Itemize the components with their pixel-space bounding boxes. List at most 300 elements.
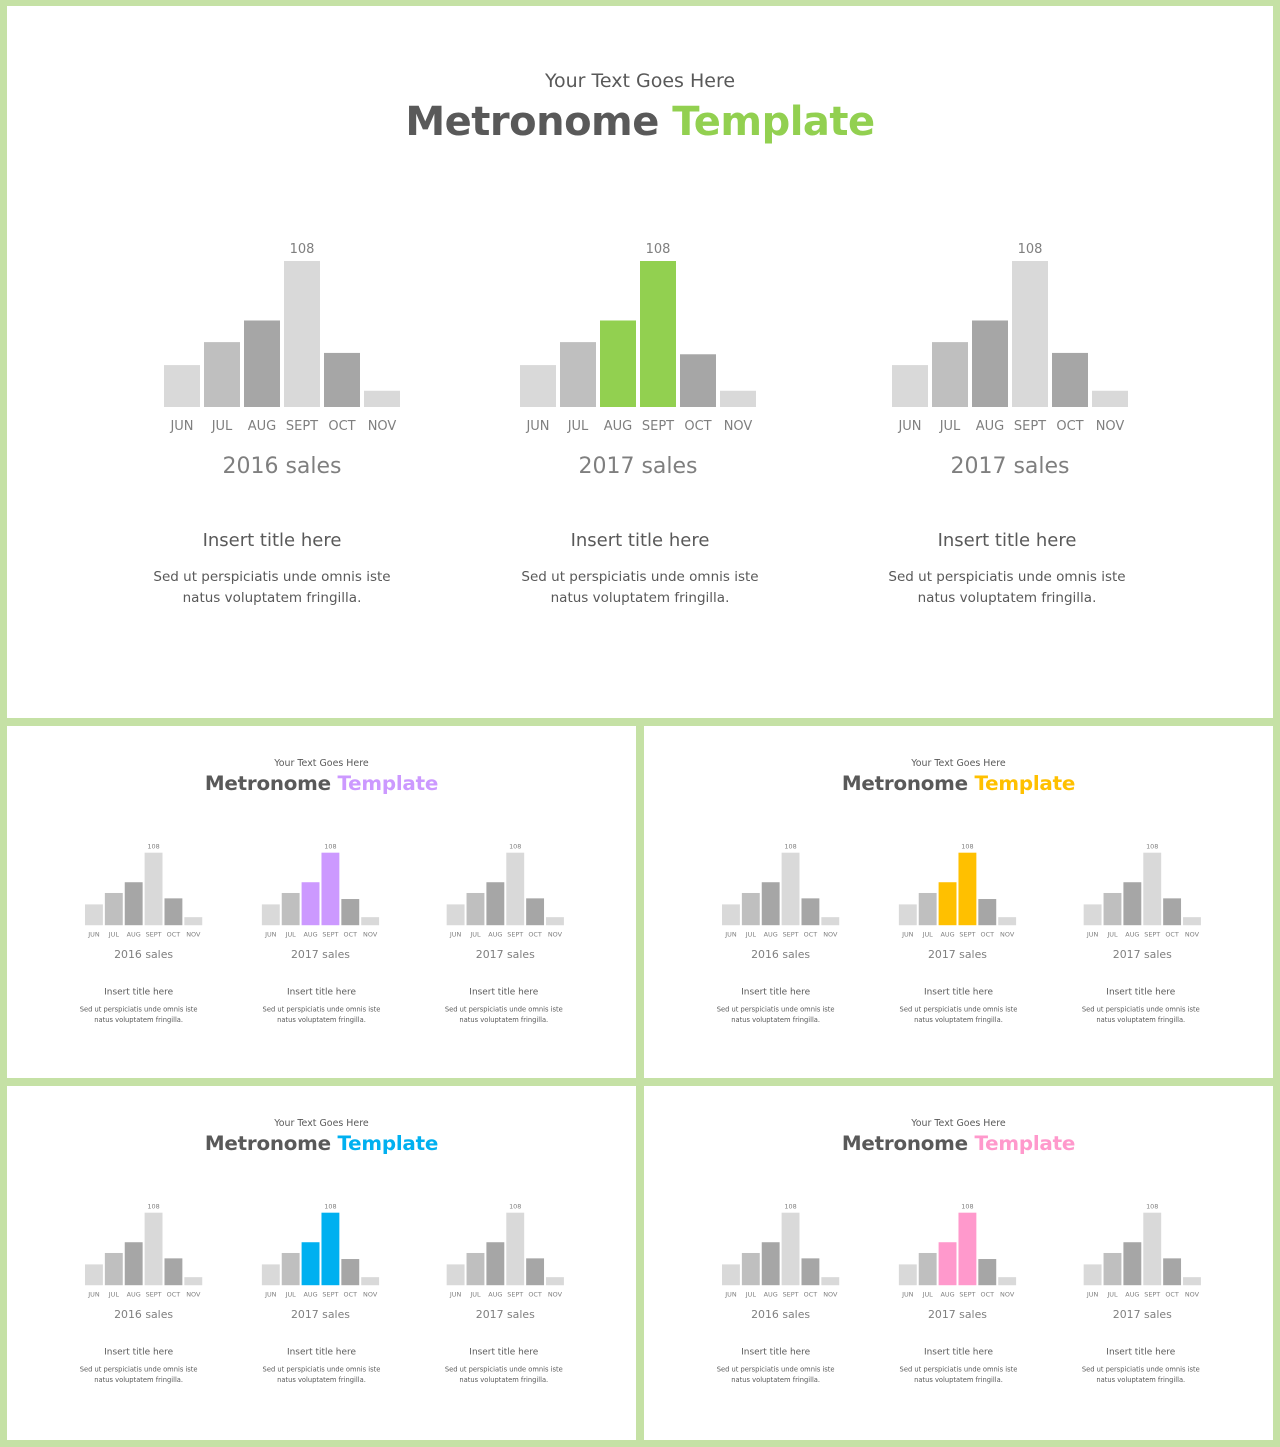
tick-label: JUN xyxy=(526,419,550,434)
caption-line: Sed ut perspiciatis unde omnis iste xyxy=(521,569,759,585)
caption-title: Insert title here xyxy=(923,1346,993,1357)
slide-5 xyxy=(644,1086,1273,1440)
tick-label: AUG xyxy=(975,419,1005,434)
slide-title xyxy=(7,99,1273,145)
caption-line: Sed ut perspiciatis unde omnis iste xyxy=(262,1005,381,1014)
bar-sept xyxy=(506,1213,524,1286)
bar-nov xyxy=(1183,1277,1201,1285)
slide-subtitle: Your Text Goes Here xyxy=(911,757,1006,769)
tick-label: JUN xyxy=(449,1290,462,1299)
tick-label: OCT xyxy=(684,419,712,434)
tick-label: NOV xyxy=(186,930,201,939)
caption-body xyxy=(429,1005,578,1026)
tick-label: JUL xyxy=(745,1290,756,1299)
tick-label: JUL xyxy=(108,930,119,939)
data-label: 108 xyxy=(1146,842,1159,851)
caption-body xyxy=(701,1365,850,1386)
bar-jun xyxy=(722,1264,740,1285)
bar-sept xyxy=(958,853,976,926)
bar-oct xyxy=(526,1258,544,1285)
title-accent: Template xyxy=(974,1132,1076,1156)
bar-nov xyxy=(546,917,564,925)
tick-label: SEPT xyxy=(641,419,675,434)
chart-title: 2017 sales xyxy=(475,1308,535,1322)
bar-chart xyxy=(895,1199,1019,1323)
slide-subtitle: Your Text Goes Here xyxy=(911,1117,1006,1129)
tick-label: SEPT xyxy=(507,1290,524,1299)
tick-label: NOV xyxy=(547,1290,563,1299)
caption-line: natus voluptatem fringilla. xyxy=(1096,1376,1186,1385)
tick-label: AUG xyxy=(763,930,778,939)
caption-title: Insert title here xyxy=(1106,1346,1176,1357)
bar-aug xyxy=(939,1242,957,1285)
bar-aug xyxy=(600,320,636,407)
tick-label: NOV xyxy=(823,1290,838,1299)
bar-jun xyxy=(262,1264,280,1285)
tick-label: JUL xyxy=(1107,930,1118,939)
tick-label: JUL xyxy=(470,1290,481,1299)
title-accent: Template xyxy=(337,772,439,796)
tick-label: JUN xyxy=(725,1290,737,1299)
tick-label: JUN xyxy=(1086,1290,1099,1299)
data-label: 108 xyxy=(147,1202,160,1211)
bar-sept xyxy=(145,1213,163,1286)
tick-label: JUL xyxy=(1107,1290,1118,1299)
tick-label: NOV xyxy=(363,930,378,939)
tick-label: AUG xyxy=(126,930,141,939)
bar-oct xyxy=(526,898,544,925)
caption-body xyxy=(247,1365,396,1386)
slide-content xyxy=(644,726,1273,1078)
tick-label: NOV xyxy=(723,419,753,434)
chart-title: 2017 sales xyxy=(578,454,698,479)
caption-title: Insert title here xyxy=(469,1346,539,1357)
tick-label: OCT xyxy=(528,1290,542,1299)
caption-line: Sed ut perspiciatis unde omnis iste xyxy=(262,1365,381,1374)
chart-title: 2016 sales xyxy=(751,1308,811,1322)
tick-label: NOV xyxy=(1000,1290,1015,1299)
slide-content xyxy=(7,726,636,1078)
data-label: 108 xyxy=(645,242,671,257)
bar-nov xyxy=(998,1277,1016,1285)
caption-line: natus voluptatem fringilla. xyxy=(94,1376,184,1385)
caption-line: natus voluptatem fringilla. xyxy=(731,1376,821,1385)
bar-chart xyxy=(82,839,206,963)
bar-jun xyxy=(447,904,465,925)
tick-label: AUG xyxy=(488,930,503,939)
bar-sept xyxy=(640,261,676,407)
bar-nov xyxy=(1183,917,1201,925)
bar-sept xyxy=(958,1213,976,1286)
data-label: 108 xyxy=(784,842,797,851)
tick-label: JUN xyxy=(88,1290,100,1299)
caption-body xyxy=(122,567,422,609)
bar-sept xyxy=(321,853,339,926)
caption-line: Sed ut perspiciatis unde omnis iste xyxy=(888,569,1126,585)
slide-subtitle: Your Text Goes Here xyxy=(274,1117,369,1129)
bar-nov xyxy=(821,917,839,925)
tick-label: AUG xyxy=(940,930,955,939)
tick-label: AUG xyxy=(1125,930,1140,939)
bar-sept xyxy=(145,853,163,926)
caption-title: Insert title here xyxy=(741,1346,811,1357)
tick-label: JUL xyxy=(108,1290,119,1299)
bar-jun xyxy=(899,904,917,925)
tick-label: JUL xyxy=(285,1290,296,1299)
tick-label: AUG xyxy=(488,1290,503,1299)
bar-jul xyxy=(742,893,760,925)
bar-sept xyxy=(284,261,320,407)
title-main: Metronome xyxy=(405,99,659,145)
bar-chart xyxy=(82,1199,206,1323)
bar-jun xyxy=(85,904,103,925)
bar-aug xyxy=(302,882,320,925)
slide-title xyxy=(644,1132,1273,1155)
chart-title: 2016 sales xyxy=(222,454,342,479)
tick-label: SEPT xyxy=(322,930,339,939)
data-label: 108 xyxy=(961,1202,974,1211)
tick-label: AUG xyxy=(126,1290,141,1299)
caption-title: Insert title here xyxy=(202,530,342,551)
bar-jul xyxy=(204,342,240,407)
bar-nov xyxy=(184,917,202,925)
tick-label: SEPT xyxy=(1144,930,1161,939)
tick-label: OCT xyxy=(803,930,818,939)
slide-1 xyxy=(7,6,1273,718)
caption-body xyxy=(64,1005,213,1026)
bar-jul xyxy=(560,342,596,407)
tick-label: SEPT xyxy=(959,930,976,939)
caption-body xyxy=(701,1005,850,1026)
tick-label: JUL xyxy=(285,930,296,939)
slide-content xyxy=(7,6,1273,718)
caption-line: natus voluptatem fringilla. xyxy=(94,1016,184,1025)
tick-label: OCT xyxy=(343,930,358,939)
caption-line: Sed ut perspiciatis unde omnis iste xyxy=(79,1365,198,1374)
tick-label: JUL xyxy=(567,419,589,434)
bar-jul xyxy=(467,893,485,925)
bar-chart xyxy=(258,1199,382,1323)
caption-body xyxy=(1066,1005,1215,1026)
bar-jul xyxy=(919,1253,937,1285)
tick-label: NOV xyxy=(186,1290,201,1299)
data-label: 108 xyxy=(1017,242,1043,257)
tick-label: SEPT xyxy=(1013,419,1047,434)
data-label: 108 xyxy=(324,1202,337,1211)
bar-jul xyxy=(919,893,937,925)
caption-title: Insert title here xyxy=(286,1346,356,1357)
bar-sept xyxy=(1012,261,1048,407)
bar-nov xyxy=(184,1277,202,1285)
bar-chart xyxy=(1080,839,1204,963)
tick-label: JUN xyxy=(725,930,737,939)
caption-title: Insert title here xyxy=(286,986,356,997)
bar-chart xyxy=(443,1199,567,1323)
tick-label: JUN xyxy=(265,930,277,939)
tick-label: JUN xyxy=(902,1290,914,1299)
bar-chart xyxy=(258,839,382,963)
tick-label: AUG xyxy=(603,419,633,434)
chart-title: 2016 sales xyxy=(114,1308,174,1322)
bar-aug xyxy=(972,320,1008,407)
caption-line: Sed ut perspiciatis unde omnis iste xyxy=(79,1005,198,1014)
tick-label: JUN xyxy=(88,930,100,939)
title-accent: Template xyxy=(974,772,1076,796)
bar-jul xyxy=(1104,893,1122,925)
caption-line: Sed ut perspiciatis unde omnis iste xyxy=(899,1005,1018,1014)
chart-title: 2017 sales xyxy=(290,948,350,962)
bar-jun xyxy=(899,1264,917,1285)
tick-label: OCT xyxy=(528,930,542,939)
bar-chart xyxy=(1080,1199,1204,1323)
data-label: 108 xyxy=(509,1202,522,1211)
tick-label: NOV xyxy=(1184,1290,1200,1299)
chart-title: 2016 sales xyxy=(751,948,811,962)
bar-jun xyxy=(1084,904,1102,925)
tick-label: NOV xyxy=(1184,930,1200,939)
tick-label: SEPT xyxy=(285,419,319,434)
data-label: 108 xyxy=(324,842,337,851)
bar-sept xyxy=(782,853,800,926)
caption-line: Sed ut perspiciatis unde omnis iste xyxy=(899,1365,1018,1374)
bar-jul xyxy=(742,1253,760,1285)
tick-label: AUG xyxy=(1125,1290,1140,1299)
caption-body xyxy=(857,567,1157,609)
title-main: Metronome xyxy=(841,772,968,796)
bar-chart xyxy=(157,234,407,484)
data-label: 108 xyxy=(289,242,315,257)
bar-nov xyxy=(361,1277,379,1285)
bar-oct xyxy=(680,354,716,407)
tick-label: SEPT xyxy=(322,1290,339,1299)
bar-aug xyxy=(125,1242,143,1285)
slide-title xyxy=(7,1132,636,1155)
caption-body xyxy=(247,1005,396,1026)
tick-label: JUL xyxy=(211,419,233,434)
bar-nov xyxy=(998,917,1016,925)
bar-oct xyxy=(324,353,360,407)
bar-oct xyxy=(1163,898,1181,925)
tick-label: NOV xyxy=(363,1290,378,1299)
bar-aug xyxy=(125,882,143,925)
title-main: Metronome xyxy=(841,1132,968,1156)
bar-oct xyxy=(1052,353,1088,407)
bar-nov xyxy=(361,917,379,925)
tick-label: JUL xyxy=(922,1290,933,1299)
caption-line: Sed ut perspiciatis unde omnis iste xyxy=(1081,1005,1200,1014)
tick-label: SEPT xyxy=(507,930,524,939)
tick-label: AUG xyxy=(247,419,277,434)
chart-title: 2017 sales xyxy=(290,1308,350,1322)
data-label: 108 xyxy=(509,842,522,851)
bar-sept xyxy=(782,1213,800,1286)
tick-label: NOV xyxy=(823,930,838,939)
caption-line: Sed ut perspiciatis unde omnis iste xyxy=(444,1005,563,1014)
bar-nov xyxy=(364,391,400,407)
caption-title: Insert title here xyxy=(104,1346,174,1357)
caption-title: Insert title here xyxy=(1106,986,1176,997)
caption-line: natus voluptatem fringilla. xyxy=(459,1376,549,1385)
caption-body xyxy=(1066,1365,1215,1386)
bar-jun xyxy=(447,1264,465,1285)
caption-body xyxy=(884,1005,1033,1026)
bar-oct xyxy=(164,898,182,925)
tick-label: NOV xyxy=(547,930,563,939)
caption-body xyxy=(884,1365,1033,1386)
caption-line: natus voluptatem fringilla. xyxy=(914,1376,1003,1385)
tick-label: SEPT xyxy=(145,1290,162,1299)
caption-line: Sed ut perspiciatis unde omnis iste xyxy=(716,1005,835,1014)
tick-label: AUG xyxy=(303,1290,318,1299)
tick-label: AUG xyxy=(763,1290,778,1299)
bar-jul xyxy=(932,342,968,407)
chart-title: 2017 sales xyxy=(927,948,987,962)
bar-jun xyxy=(85,1264,103,1285)
caption-body xyxy=(429,1365,578,1386)
tick-label: OCT xyxy=(343,1290,358,1299)
caption-title: Insert title here xyxy=(104,986,174,997)
bar-jul xyxy=(105,1253,123,1285)
bar-jul xyxy=(467,1253,485,1285)
bar-oct xyxy=(801,1258,819,1285)
bar-aug xyxy=(1123,882,1141,925)
tick-label: JUN xyxy=(449,930,462,939)
bar-sept xyxy=(1143,1213,1161,1286)
tick-label: SEPT xyxy=(959,1290,976,1299)
tick-label: JUN xyxy=(902,930,914,939)
slide-3 xyxy=(644,726,1273,1078)
caption-body xyxy=(490,567,790,609)
chart-title: 2017 sales xyxy=(475,948,535,962)
bar-nov xyxy=(821,1277,839,1285)
caption-line: natus voluptatem fringilla. xyxy=(1096,1016,1186,1025)
tick-label: OCT xyxy=(1165,1290,1179,1299)
tick-label: JUN xyxy=(1086,930,1099,939)
slide-subtitle: Your Text Goes Here xyxy=(274,757,369,769)
data-label: 108 xyxy=(1146,1202,1159,1211)
chart-title: 2017 sales xyxy=(1112,948,1172,962)
tick-label: NOV xyxy=(1000,930,1015,939)
chart-title: 2017 sales xyxy=(1112,1308,1172,1322)
caption-title: Insert title here xyxy=(570,530,710,551)
bar-jun xyxy=(262,904,280,925)
bar-oct xyxy=(978,899,996,925)
bar-jul xyxy=(105,893,123,925)
bar-jul xyxy=(282,893,300,925)
caption-line: natus voluptatem fringilla. xyxy=(277,1376,366,1385)
data-label: 108 xyxy=(961,842,974,851)
tick-label: NOV xyxy=(367,419,397,434)
tick-label: JUL xyxy=(745,930,756,939)
tick-label: OCT xyxy=(803,1290,818,1299)
chart-title: 2017 sales xyxy=(927,1308,987,1322)
bar-chart xyxy=(719,1199,843,1323)
bar-jul xyxy=(282,1253,300,1285)
bar-sept xyxy=(321,1213,339,1286)
slide-title xyxy=(7,772,636,795)
bar-aug xyxy=(939,882,957,925)
tick-label: OCT xyxy=(166,1290,181,1299)
tick-label: SEPT xyxy=(782,1290,799,1299)
chart-title: 2017 sales xyxy=(950,454,1070,479)
bar-jul xyxy=(1104,1253,1122,1285)
tick-label: SEPT xyxy=(782,930,799,939)
tick-label: SEPT xyxy=(1144,1290,1161,1299)
caption-title: Insert title here xyxy=(741,986,811,997)
caption-line: Sed ut perspiciatis unde omnis iste xyxy=(444,1365,563,1374)
slide-subtitle: Your Text Goes Here xyxy=(544,70,736,92)
caption-line: natus voluptatem fringilla. xyxy=(731,1016,821,1025)
title-accent: Template xyxy=(337,1132,439,1156)
caption-title: Insert title here xyxy=(469,986,539,997)
caption-line: Sed ut perspiciatis unde omnis iste xyxy=(153,569,391,585)
caption-line: natus voluptatem fringilla. xyxy=(914,1016,1003,1025)
tick-label: JUL xyxy=(922,930,933,939)
title-main: Metronome xyxy=(204,772,331,796)
tick-label: JUN xyxy=(898,419,922,434)
bar-aug xyxy=(1123,1242,1141,1285)
bar-oct xyxy=(341,899,359,925)
bar-aug xyxy=(486,1242,504,1285)
bar-aug xyxy=(244,320,280,407)
caption-line: natus voluptatem fringilla. xyxy=(277,1016,366,1025)
caption-line: Sed ut perspiciatis unde omnis iste xyxy=(1081,1365,1200,1374)
bar-jun xyxy=(722,904,740,925)
caption-body xyxy=(64,1365,213,1386)
data-label: 108 xyxy=(147,842,160,851)
bar-chart xyxy=(443,839,567,963)
bar-jun xyxy=(520,365,556,407)
slide-content xyxy=(644,1086,1273,1440)
caption-title: Insert title here xyxy=(937,530,1077,551)
bar-aug xyxy=(486,882,504,925)
tick-label: JUL xyxy=(470,930,481,939)
bar-chart xyxy=(513,234,763,484)
slide-title xyxy=(644,772,1273,795)
title-main: Metronome xyxy=(204,1132,331,1156)
bar-aug xyxy=(302,1242,320,1285)
bar-oct xyxy=(341,1259,359,1285)
bar-sept xyxy=(1143,853,1161,926)
bar-chart xyxy=(895,839,1019,963)
bar-nov xyxy=(1092,391,1128,407)
caption-line: natus voluptatem fringilla. xyxy=(550,590,730,606)
tick-label: OCT xyxy=(1056,419,1084,434)
slide-4 xyxy=(7,1086,636,1440)
tick-label: JUL xyxy=(939,419,961,434)
bar-aug xyxy=(762,882,780,925)
bar-nov xyxy=(720,391,756,407)
tick-label: AUG xyxy=(940,1290,955,1299)
caption-line: natus voluptatem fringilla. xyxy=(459,1016,549,1025)
tick-label: NOV xyxy=(1095,419,1125,434)
bar-oct xyxy=(164,1258,182,1285)
bar-nov xyxy=(546,1277,564,1285)
tick-label: JUN xyxy=(265,1290,277,1299)
bar-oct xyxy=(1163,1258,1181,1285)
caption-line: natus voluptatem fringilla. xyxy=(917,590,1097,606)
bar-jun xyxy=(1084,1264,1102,1285)
bar-jun xyxy=(164,365,200,407)
bar-jun xyxy=(892,365,928,407)
slide-content xyxy=(7,1086,636,1440)
caption-line: natus voluptatem fringilla. xyxy=(182,590,362,606)
tick-label: SEPT xyxy=(145,930,162,939)
tick-label: OCT xyxy=(980,1290,995,1299)
tick-label: OCT xyxy=(1165,930,1179,939)
tick-label: OCT xyxy=(980,930,995,939)
chart-title: 2016 sales xyxy=(114,948,174,962)
